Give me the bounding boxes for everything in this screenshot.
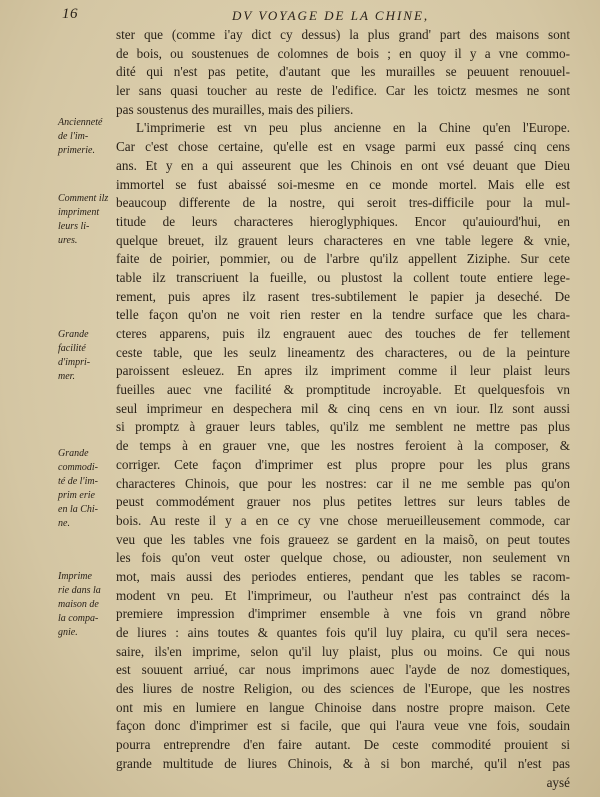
running-head: DV VOYAGE DE LA CHINE, [232,8,430,23]
margin-note-facilite: Grande facilité d'impri- mer. [58,329,91,382]
text-line: characteres Chinois, que pour les nostres: car il ne me semble pas qu'on [116,475,570,491]
text-line: immortel se fust abaissé soi-mesme en ce monde mortel. Mais elle est [116,176,570,192]
text-line: ler sans quasi toucher au reste de l'edifice. Car les toictz mesmes ne sont [116,83,570,99]
text-line: ont mis en lumiere en langue Chinoise dans nostre propre maison. Cete [116,699,570,715]
text-line: beaucoup differente de la nostre, qui seroit tres-difficile pour la mul- [116,195,570,211]
catchword: aysé [546,774,570,790]
text-line: pas soustenus des murailles, mais des piliers. [116,101,354,117]
text-line: mot, mais aussi des periodes entieres, pendant que les tables se racom- [116,568,570,584]
margin-note-anciennete: Ancienneté de l'im- primerie. [58,117,103,156]
text-line: table ilz transcriuent la fueille, ou plustost la collent toute entiere lege- [116,269,570,285]
text-line: modent vn peu. Et l'imprimeur, ou l'autheur n'est pas contrainct dés la [116,587,570,603]
text-line: dité qui n'est pas petite, d'autant que les murailles se peuuent renouuel- [116,64,570,80]
text-line: rement, puis apres ilz rasent tres-subtilement le papier ja deseché. De [116,288,570,304]
text-line: fueilles auec vne facilité & promptitude incroyable. Et quelquesfois vn [116,382,570,398]
text-line: de temps à en grauer vne, que les nostres feroient à la composer, & [116,438,570,454]
text-line: L'imprimerie est vn peu plus ancienne en la Chine qu'en l'Europe. [136,120,570,136]
text-line: les fois qu'on veut oster quelque chose, ou adiouster, non seulement vn [116,550,570,566]
text-line: des liures de nostre Religion, ou des sciences de l'Europe, que les nostres [116,681,570,697]
text-line: titude de leurs characteres hieroglyphiques. Encor qu'auiourd'hui, en [116,213,570,229]
text-line: telle façon qu'on ne voit rien rester en la tendre surface que les chara- [116,307,570,323]
text-line: si promptz à grauer leurs tables, qu'ilz me semblent ne mettre pas plus [116,419,570,435]
text-line: façon donc d'imprimer est si facile, que qui l'aura veue vne fois, soudain [116,718,570,734]
text-line: de liures : ains toutes & quantes fois qu'il luy plaira, cu qu'il sera neces- [116,625,570,640]
text-line: seul imprimeur en despechera mil & cinq cens en vn iour. Ilz sont aussi [116,400,570,416]
text-line: cteres apparens, puis ilz engrauent auec des touches de fer tellement [116,326,570,341]
text-line: ans. Et y en a qui asseurent que les Chinois en ont vsé deuant que Dieu [116,157,570,173]
page-number: 16 [62,6,78,22]
text-line: premiere impression d'imprimer ensemble à vne fois vn grand nõbre [116,606,570,622]
text-line: corriger. Cete façon d'imprimer est plus propre pour les plus grans [116,456,570,472]
text-line: saire, ils'en imprime, selon qu'il luy plaist, plus ou moins. Ce qui nous [116,643,570,659]
text-line: ster que (comme i'ay dict cy dessus) la plus grand' part des maisons sont [116,27,570,42]
body-text [116,26,570,792]
margin-note-imprimerie-maison: Imprime rie dans la maison de la compa- gnie. [58,571,101,638]
text-line: bois. Au reste il y a en ce cy vne chose merueilleusement commode, car [116,512,570,528]
margin-note-comment: Comment ilz impriment leurs li- ures. [58,193,109,246]
text-line: de bois, ou soustenues de colomnes de bois ; en quoy il y a vne commo- [116,45,570,61]
text-line: faite de poirier, pommier, ou de l'arbre qu'ilz appellent Ziziphe. Sur cete [116,251,570,267]
text-line: pourra entreprendre d'en faire autant. De ceste commodité prouient si [116,737,570,753]
text-line: Car c'est chose certaine, qu'elle est en vsage parmi eux passé cinq cens [116,139,570,155]
text-line: paroissent esleuez. En apres ilz impriment comme il leur plaist leurs [116,363,570,379]
text-line: ceste table, que les seulz lineamentz des characteres, ou de la peinture [116,344,570,360]
margin-note-commodite: Grande commodi- té de l'im- prim erie en la Chi- ne. [58,448,98,529]
text-line: est souuent arriué, car nous imprimons auec l'ayde de noz domestiques, [116,662,570,678]
text-line: peust commodément grauer nos plus petites lettres sur leurs tables de [116,494,570,510]
text-line: grande multitude de liures Chinois, & à si bon marché, qu'il n'est pas [116,755,570,771]
text-line: veu que les tables vne fois graueez se gardent en la maisõ, on peut toutes [116,531,570,547]
text-line: quelque breuet, ilz grauent leurs characteres en vne table legere & vnie, [116,232,570,248]
